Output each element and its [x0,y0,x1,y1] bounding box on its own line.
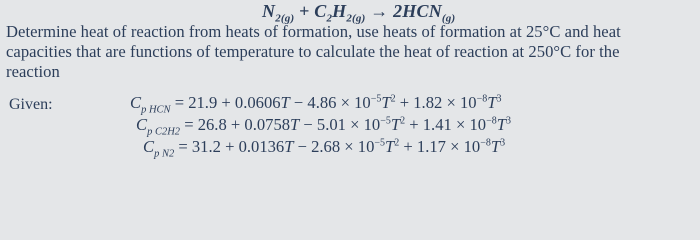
problem-text-line-1: Determine heat of reaction from heats of formation, use heats of formation at 25°C and heat [6,22,621,41]
heat-capacity-equation-n2: $C_{p N2} = 31.2 + 0.0136T - 2.68 \times 10^{-5}T^2 + 1.17 \times 10^{-8}T^3$ [143,137,506,160]
given-label: Given: [9,96,53,113]
reaction-equation: $N_{2(g)} + C_2H_{2(g)} \to 2HCN_{(g)}$ [262,1,456,25]
problem-text-line-3: reaction [6,62,60,81]
heat-capacity-equation-c2h2: $C_{p C2H2} = 26.8 + 0.0758T - 5.01 \times 10^{-5}T^2 + 1.41 \times 10^{-8}T^3$ [136,115,511,138]
heat-capacity-equation-hcn: $C_{p HCN} = 21.9 + 0.0606T - 4.86 \times 10^{-5}T^2 + 1.82 \times 10^{-8}T^3$ [130,93,502,116]
problem-text-line-2: capacities that are functions of temperature to calculate the heat of reaction at 250°C for the [6,42,620,61]
